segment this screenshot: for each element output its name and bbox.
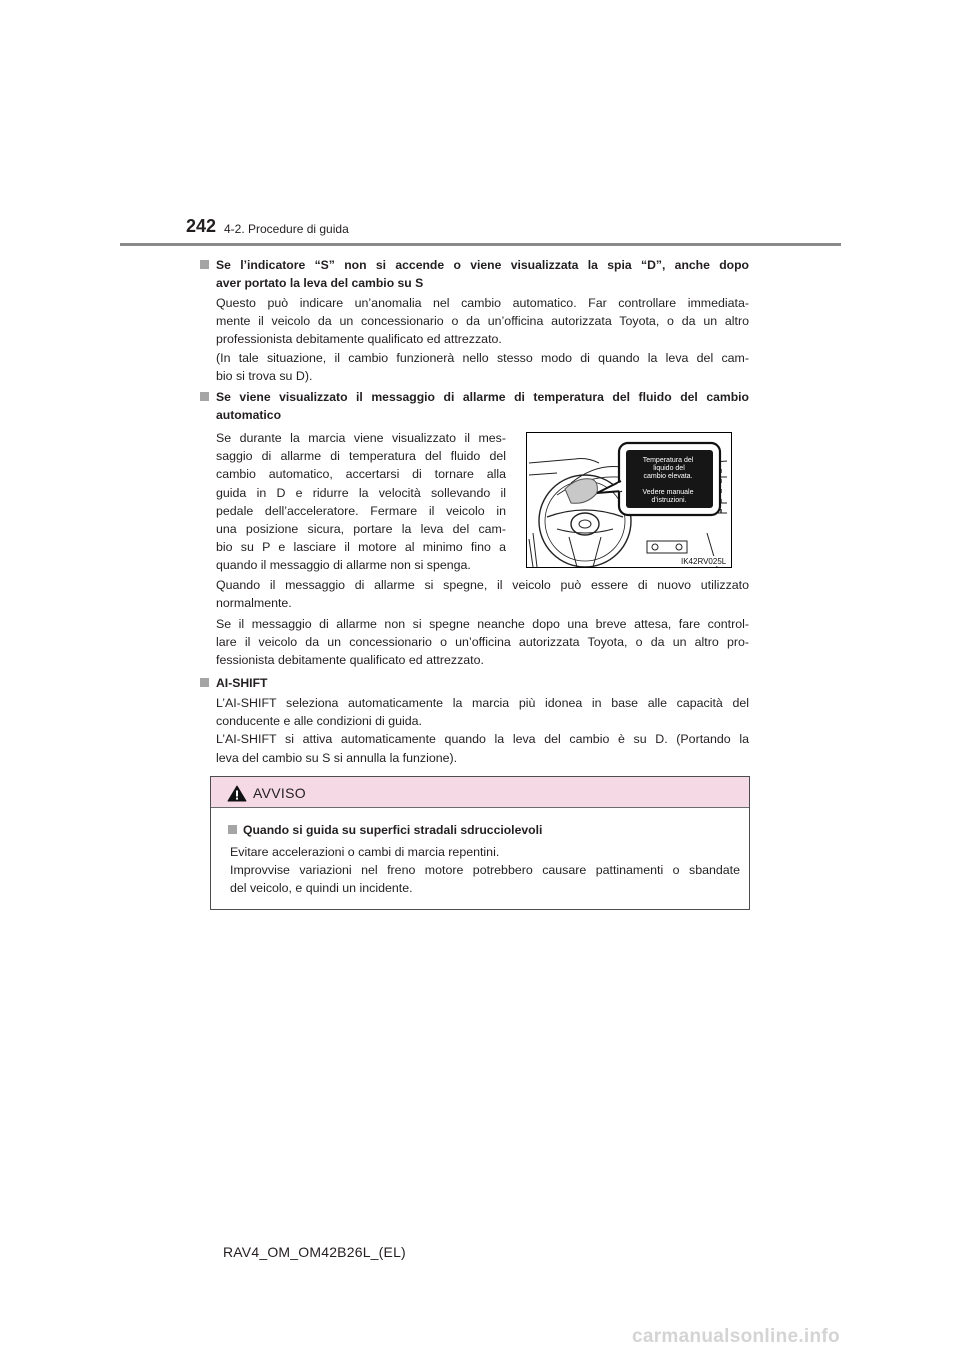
display-line-1: Temperatura del [642, 457, 694, 464]
section-body-message-persists: Se il messaggio di allarme non si spegne neanche dopo una breve attesa, fare control- lare il veicolo da un concessionario o un’officina autorizzata Toyota, o da un altro pro- fessionista debitamente qualificato ed attrezzato. [216, 617, 749, 668]
section-body-s-indicator: Questo può indicare un’anomalia nel cambio automatico. Far controllare immediata- mente il veicolo da un concessionario o da un’officina autorizzata Toyota, o da un altro professionista debitamente qualificato ed attrezzato. (In tale situazione, il cambio funzionerà nello stesso modo di quando la leva del cam- bio si trova su D). [216, 296, 749, 383]
section-heading-s-indicator: Se l’indicatore “S” non si accende o viene visualizzata la spia “D”, anche dopo aver portato la leva del cambio su S [216, 256, 749, 292]
section-heading-fluid-temperature: Se viene visualizzato il messaggio di allarme di temperatura del fluido del cambio automatico [216, 388, 749, 424]
dashboard-illustration [526, 432, 732, 568]
header-divider [120, 243, 841, 246]
bullet-square-icon [200, 260, 209, 269]
display-line-3: cambio elevata. [643, 473, 693, 480]
warning-heading: Quando si guida su superfici stradali sdrucciolevoli [228, 823, 542, 837]
warning-title: AVVISO [253, 785, 306, 801]
section-body-message-off: Quando il messaggio di allarme si spegne, il veicolo può essere di nuovo utilizzato normalmente. [216, 578, 749, 611]
bullet-square-icon [200, 392, 209, 401]
warning-header [211, 777, 749, 808]
warning-box [210, 776, 750, 910]
watermark: carmanualsonline.info [632, 1326, 840, 1347]
bullet-square-icon [200, 678, 209, 687]
bullet-square-icon [228, 825, 237, 834]
display-line-4: Vedere manuale [642, 489, 694, 496]
page-number: 242 [186, 216, 217, 236]
section-heading-ai-shift: AI-SHIFT [216, 674, 749, 692]
section-body-fluid-temperature: Se durante la marcia viene visualizzato il mes- saggio di allarme di temperatura del fluido del cambio automatico, accertarsi di tornare alla guida in D e ridurre la velocità sollevando il pedale dell’acceleratore. Fermare il veicolo in una posizione sicura, portare la leva del cam- bio su P e lasciare il motore al minimo fino a quando il messaggio di allarme non si spenga. [216, 431, 506, 573]
section-title: 4-2. Procedure di guida [224, 222, 349, 236]
figure-code: IK42RV025L [681, 557, 727, 566]
display-line-5: d’istruzioni. [651, 497, 687, 504]
warning-body: Evitare accelerazioni o cambi di marcia repentini. Improvvise variazioni nel freno motore potrebbero causare pattinamenti o sbandate del veicolo, e quindi un incidente. [230, 845, 740, 896]
warning-triangle-icon [227, 785, 247, 802]
display-line-2: liquido del [653, 465, 685, 472]
footer-doc-code: RAV4_OM_OM42B26L_(EL) [223, 1244, 406, 1260]
section-body-ai-shift: L’AI-SHIFT seleziona automaticamente la marcia più idonea in base alle capacità del conducente e alle condizioni di guida. L’AI-SHIFT si attiva automaticamente quando la leva del cambio è su D. (Portando la leva del cambio su S si annulla la funzione). [216, 696, 749, 765]
